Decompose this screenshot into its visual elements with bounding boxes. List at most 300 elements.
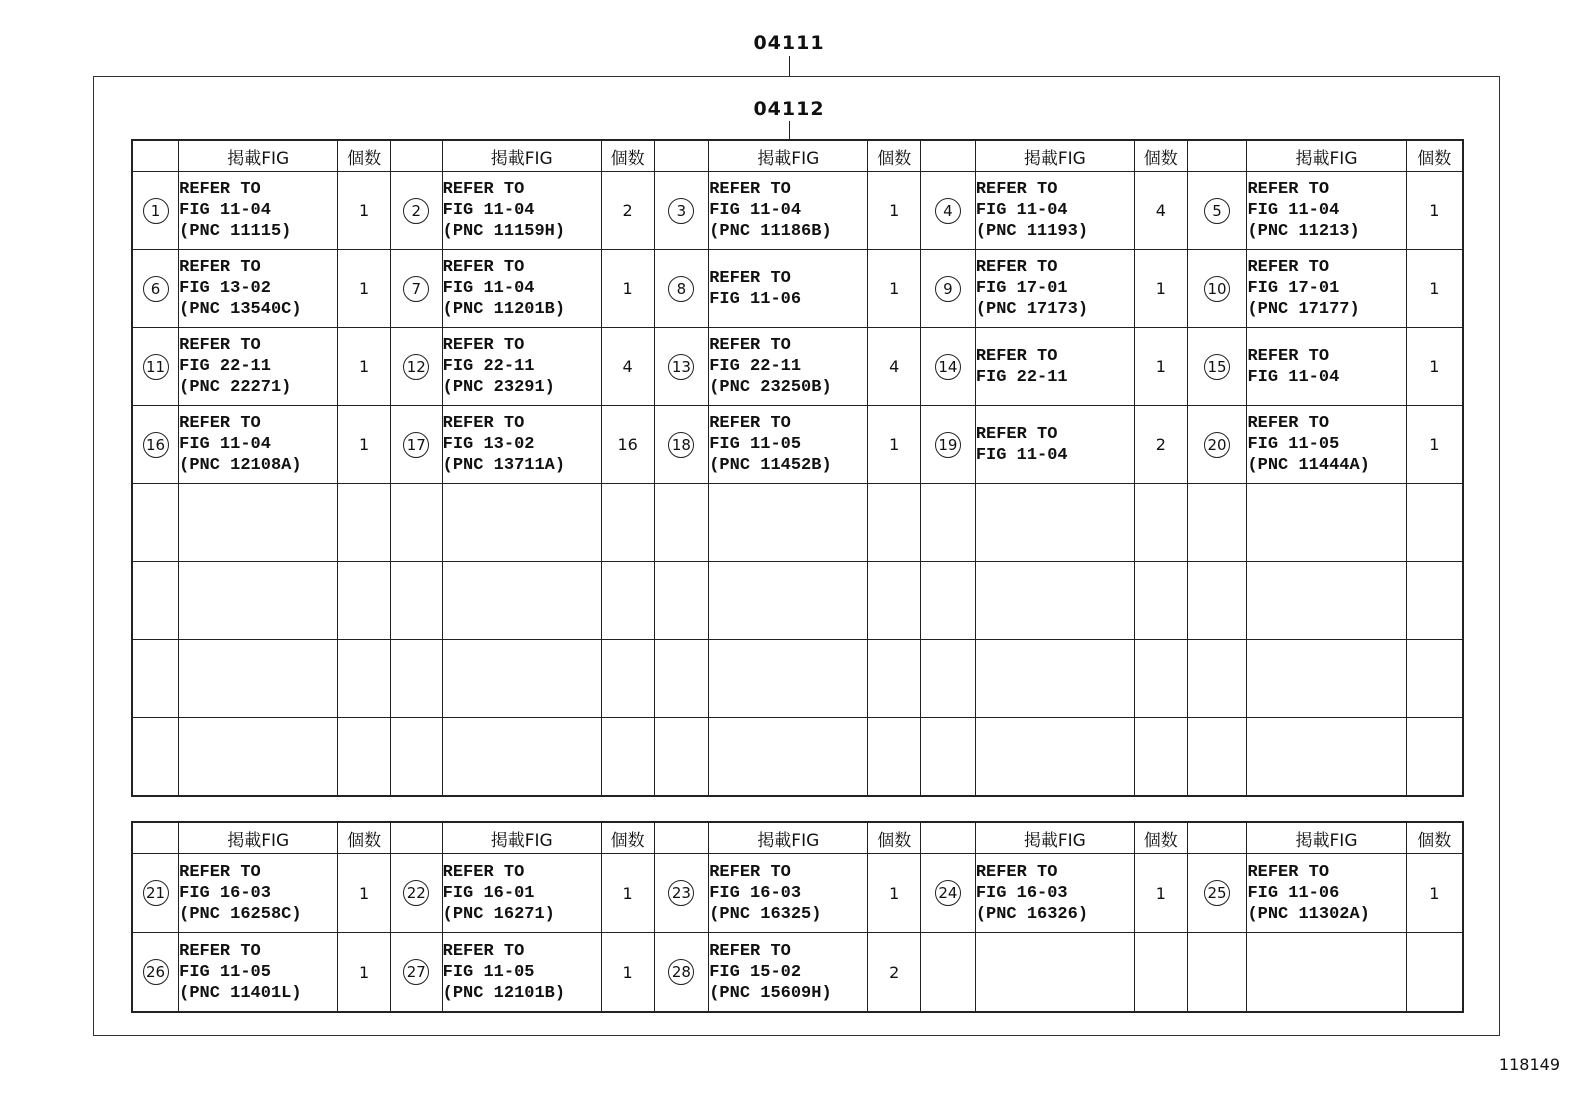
fig-reference-cell — [179, 172, 338, 250]
fig-reference-line: FIG 22-11 — [179, 357, 271, 376]
item-number-cell — [921, 854, 976, 933]
fig-reference-line: REFER TO — [179, 862, 261, 882]
empty-cell — [442, 484, 601, 562]
empty-cell — [975, 562, 1134, 640]
quantity-cell: 4 — [868, 328, 921, 406]
quantity-cell: 1 — [868, 250, 921, 328]
fig-reference-cell — [1247, 406, 1406, 484]
fig-reference-cell — [179, 854, 338, 933]
empty-cell — [1187, 718, 1247, 797]
empty-cell — [921, 640, 976, 718]
fig-reference-line: FIG 22-11 — [975, 367, 1068, 387]
fig-reference-cell — [975, 250, 1134, 328]
fig-reference-cell — [179, 328, 338, 406]
fig-reference-line: (PNC 23291) — [442, 378, 555, 397]
fig-reference-line: (PNC 23250B) — [709, 378, 832, 397]
empty-cell — [179, 484, 338, 562]
fig-reference-line: FIG 11-06 — [709, 289, 802, 309]
header-fig-col: 掲載FIG — [1247, 140, 1406, 172]
empty-cell — [179, 562, 338, 640]
fig-reference-line: REFER TO — [1247, 862, 1330, 882]
table-header-row — [132, 140, 1463, 172]
item-number-badge: 21 — [143, 880, 169, 906]
item-number-badge: 4 — [935, 198, 961, 224]
empty-cell — [601, 718, 654, 797]
item-number-cell — [654, 250, 709, 328]
fig-reference-line: FIG 17-01 — [975, 279, 1068, 298]
empty-cell — [442, 640, 601, 718]
fig-reference-cell — [179, 406, 338, 484]
quantity-cell: 1 — [338, 933, 391, 1013]
fig-reference-line: (PNC 16258C) — [179, 904, 302, 924]
quantity-cell: 2 — [601, 172, 654, 250]
fig-reference-line: (PNC 11444A) — [1247, 456, 1370, 475]
table-row — [132, 854, 1463, 933]
item-number-badge: 19 — [935, 432, 961, 458]
empty-table-row — [132, 484, 1463, 562]
fig-reference-line: FIG 11-04 — [975, 201, 1068, 220]
fig-reference-cell — [709, 172, 868, 250]
item-number-badge: 10 — [1204, 276, 1230, 302]
item-number-cell — [654, 854, 709, 933]
fig-reference-line: (PNC 17173) — [975, 300, 1089, 319]
fig-reference-line: (PNC 11115) — [179, 222, 292, 241]
item-number-badge: 1 — [143, 198, 169, 224]
empty-table-row — [132, 562, 1463, 640]
header-number-col — [654, 822, 709, 854]
empty-cell — [1247, 640, 1406, 718]
fig-reference-cell — [179, 933, 338, 1013]
quantity-cell: 1 — [1406, 250, 1463, 328]
fig-reference-cell — [1247, 933, 1406, 1013]
header-fig-col: 掲載FIG — [975, 140, 1134, 172]
table-row — [132, 328, 1463, 406]
fig-reference-line: REFER TO — [442, 862, 525, 882]
fig-reference-line: (PNC 22271) — [179, 378, 292, 397]
empty-cell — [601, 562, 654, 640]
quantity-cell: 1 — [338, 172, 391, 250]
header-number-col — [1187, 140, 1247, 172]
figure-number: 118149 — [1498, 1055, 1560, 1074]
fig-reference-line: FIG 22-11 — [709, 357, 802, 376]
item-number-cell — [132, 406, 179, 484]
fig-reference-cell — [1247, 328, 1406, 406]
fig-reference-line: FIG 17-01 — [1247, 279, 1340, 298]
empty-cell — [1247, 484, 1406, 562]
fig-reference-line: REFER TO — [709, 180, 791, 199]
fig-reference-line: REFER TO — [179, 941, 261, 961]
quantity-cell: 1 — [601, 854, 654, 933]
quantity-cell: 1 — [1406, 328, 1463, 406]
empty-cell — [654, 640, 709, 718]
empty-cell — [654, 718, 709, 797]
quantity-cell: 1 — [1134, 250, 1187, 328]
empty-cell — [921, 718, 976, 797]
fig-reference-line: REFER TO — [709, 336, 791, 355]
item-number-cell — [132, 328, 179, 406]
fig-reference-line: FIG 11-04 — [179, 435, 271, 454]
fig-reference-cell — [709, 854, 868, 933]
fig-reference-cell — [975, 854, 1134, 933]
item-number-cell — [390, 854, 442, 933]
item-number-badge: 15 — [1204, 354, 1230, 380]
fig-reference-line: FIG 16-01 — [442, 883, 535, 903]
fig-reference-line: FIG 13-02 — [179, 279, 271, 298]
empty-cell — [132, 640, 179, 718]
empty-cell — [132, 484, 179, 562]
item-number-cell — [654, 328, 709, 406]
quantity-cell: 1 — [601, 250, 654, 328]
fig-reference-cell — [442, 406, 601, 484]
item-number-cell — [132, 250, 179, 328]
fig-reference-line: FIG 22-11 — [442, 357, 535, 376]
item-number-badge: 28 — [668, 959, 694, 985]
quantity-cell: 1 — [868, 406, 921, 484]
fig-reference-line: REFER TO — [442, 414, 525, 433]
empty-cell — [1406, 718, 1463, 797]
quantity-cell — [1406, 933, 1463, 1013]
header-fig-col: 掲載FIG — [709, 140, 868, 172]
empty-cell — [601, 640, 654, 718]
fig-reference-line: (PNC 13540C) — [179, 300, 302, 319]
fig-reference-line: REFER TO — [1247, 414, 1330, 433]
item-number-badge: 8 — [668, 276, 694, 302]
item-number-cell — [1187, 933, 1247, 1013]
empty-cell — [654, 484, 709, 562]
item-number-badge: 23 — [668, 880, 694, 906]
fig-reference-cell — [1247, 250, 1406, 328]
header-qty-col: 個数 — [1406, 822, 1463, 854]
empty-cell — [1134, 718, 1187, 797]
fig-reference-cell — [442, 250, 601, 328]
fig-reference-line: REFER TO — [975, 862, 1058, 882]
header-qty-col: 個数 — [868, 140, 921, 172]
item-number-cell — [390, 328, 442, 406]
item-number-cell — [132, 933, 179, 1013]
quantity-cell: 1 — [338, 250, 391, 328]
item-number-badge: 22 — [403, 880, 429, 906]
empty-cell — [709, 718, 868, 797]
item-number-cell — [1187, 854, 1247, 933]
empty-cell — [442, 718, 601, 797]
empty-cell — [709, 484, 868, 562]
fig-reference-line: FIG 16-03 — [975, 883, 1068, 903]
header-qty-col: 個数 — [1134, 822, 1187, 854]
fig-reference-cell — [442, 933, 601, 1013]
empty-cell — [390, 562, 442, 640]
fig-reference-line: FIG 16-03 — [709, 883, 802, 903]
item-number-badge: 13 — [668, 354, 694, 380]
item-number-cell — [390, 933, 442, 1013]
empty-cell — [921, 484, 976, 562]
fig-reference-cell — [709, 250, 868, 328]
item-number-badge: 16 — [143, 432, 169, 458]
empty-cell — [338, 562, 391, 640]
fig-reference-line: (PNC 11401L) — [179, 983, 302, 1003]
quantity-cell: 1 — [1406, 854, 1463, 933]
empty-table-row — [132, 640, 1463, 718]
fig-reference-line: FIG 11-05 — [179, 962, 271, 982]
fig-reference-cell — [442, 854, 601, 933]
fig-reference-line: REFER TO — [975, 258, 1058, 277]
fig-reference-line: REFER TO — [709, 941, 791, 961]
fig-reference-line: (PNC 15609H) — [709, 983, 832, 1003]
empty-cell — [1134, 484, 1187, 562]
fig-reference-line: (PNC 11159H) — [442, 222, 566, 241]
header-number-col — [390, 822, 442, 854]
item-number-badge: 26 — [143, 959, 169, 985]
empty-cell — [1247, 562, 1406, 640]
empty-cell — [709, 640, 868, 718]
fig-reference-line: FIG 11-04 — [442, 201, 535, 220]
fig-reference-cell — [709, 933, 868, 1013]
empty-cell — [975, 640, 1134, 718]
item-number-cell — [921, 172, 976, 250]
subassembly-leader-line — [789, 121, 790, 139]
header-qty-col: 個数 — [601, 140, 654, 172]
fig-reference-line: REFER TO — [179, 180, 261, 199]
item-number-cell — [1187, 250, 1247, 328]
item-number-badge: 6 — [143, 276, 169, 302]
item-number-badge: 27 — [403, 959, 429, 985]
fig-reference-line: (PNC 11302A) — [1247, 904, 1370, 924]
item-number-badge: 12 — [403, 354, 429, 380]
fig-reference-cell — [1247, 172, 1406, 250]
header-number-col — [390, 140, 442, 172]
quantity-cell: 1 — [1406, 406, 1463, 484]
fig-reference-line: REFER TO — [179, 258, 261, 277]
empty-cell — [975, 718, 1134, 797]
item-number-badge: 2 — [403, 198, 429, 224]
fig-reference-line: FIG 11-05 — [442, 962, 535, 982]
item-number-badge: 17 — [403, 432, 429, 458]
header-number-col — [921, 822, 976, 854]
fig-reference-cell — [179, 250, 338, 328]
empty-cell — [1406, 484, 1463, 562]
empty-cell — [1406, 640, 1463, 718]
fig-reference-line: REFER TO — [975, 346, 1058, 366]
item-number-cell — [921, 328, 976, 406]
fig-reference-line: (PNC 12108A) — [179, 456, 302, 475]
header-fig-col: 掲載FIG — [1247, 822, 1406, 854]
item-number-badge: 11 — [143, 354, 169, 380]
item-number-cell — [1187, 406, 1247, 484]
fig-reference-cell — [709, 328, 868, 406]
item-number-cell — [1187, 172, 1247, 250]
empty-cell — [654, 562, 709, 640]
empty-cell — [1134, 562, 1187, 640]
fig-reference-cell — [975, 328, 1134, 406]
header-fig-col: 掲載FIG — [442, 822, 601, 854]
empty-cell — [338, 640, 391, 718]
quantity-cell — [1134, 933, 1187, 1013]
header-fig-col: 掲載FIG — [709, 822, 868, 854]
item-number-badge: 14 — [935, 354, 961, 380]
quantity-cell: 2 — [868, 933, 921, 1013]
empty-cell — [1247, 718, 1406, 797]
reference-table-main — [131, 139, 1464, 797]
empty-cell — [1187, 562, 1247, 640]
empty-cell — [601, 484, 654, 562]
fig-reference-line: (PNC 12101B) — [442, 983, 566, 1003]
quantity-cell: 4 — [601, 328, 654, 406]
item-number-cell — [921, 406, 976, 484]
table-row — [132, 250, 1463, 328]
header-number-col — [132, 822, 179, 854]
empty-cell — [709, 562, 868, 640]
fig-reference-cell — [442, 328, 601, 406]
empty-cell — [390, 718, 442, 797]
fig-reference-line: (PNC 13711A) — [442, 456, 566, 475]
fig-reference-line: FIG 15-02 — [709, 962, 802, 982]
quantity-cell: 1 — [868, 854, 921, 933]
fig-reference-line: REFER TO — [442, 941, 525, 961]
fig-reference-line: REFER TO — [179, 336, 261, 355]
item-number-badge: 5 — [1204, 198, 1230, 224]
fig-reference-line: FIG 11-05 — [709, 435, 802, 454]
fig-reference-line: REFER TO — [442, 336, 525, 355]
empty-cell — [1187, 484, 1247, 562]
assembly-code-label: 04111 — [753, 32, 825, 54]
fig-reference-line: REFER TO — [442, 180, 525, 199]
fig-reference-line: REFER TO — [975, 424, 1058, 444]
item-number-badge: 18 — [668, 432, 694, 458]
subassembly-code-label: 04112 — [753, 98, 825, 120]
assembly-leader-line — [789, 56, 790, 76]
item-number-cell — [1187, 328, 1247, 406]
item-number-badge: 24 — [935, 880, 961, 906]
fig-reference-cell — [442, 172, 601, 250]
reference-table-secondary — [131, 821, 1464, 1013]
fig-reference-cell — [975, 406, 1134, 484]
fig-reference-line: REFER TO — [709, 268, 791, 288]
header-qty-col: 個数 — [1134, 140, 1187, 172]
empty-cell — [442, 562, 601, 640]
quantity-cell: 1 — [1134, 854, 1187, 933]
item-number-cell — [390, 250, 442, 328]
item-number-cell — [921, 933, 976, 1013]
header-number-col — [132, 140, 179, 172]
fig-reference-line: REFER TO — [709, 414, 791, 433]
fig-reference-cell — [975, 933, 1134, 1013]
fig-reference-cell — [709, 406, 868, 484]
fig-reference-line: FIG 11-04 — [1247, 367, 1340, 387]
empty-cell — [338, 484, 391, 562]
quantity-cell: 1 — [1134, 328, 1187, 406]
fig-reference-line: REFER TO — [179, 414, 261, 433]
quantity-cell: 2 — [1134, 406, 1187, 484]
item-number-cell — [921, 250, 976, 328]
fig-reference-cell — [1247, 854, 1406, 933]
fig-reference-line: (PNC 17177) — [1247, 300, 1360, 319]
item-number-cell — [390, 406, 442, 484]
empty-cell — [390, 484, 442, 562]
fig-reference-line: (PNC 16326) — [975, 904, 1089, 924]
quantity-cell: 4 — [1134, 172, 1187, 250]
header-number-col — [654, 140, 709, 172]
fig-reference-line: FIG 11-04 — [975, 445, 1068, 465]
header-qty-col: 個数 — [338, 140, 391, 172]
empty-cell — [975, 484, 1134, 562]
item-number-cell — [654, 933, 709, 1013]
fig-reference-line: (PNC 11452B) — [709, 456, 832, 475]
quantity-cell: 1 — [868, 172, 921, 250]
fig-reference-line: (PNC 11213) — [1247, 222, 1360, 241]
fig-reference-line: FIG 11-04 — [442, 279, 535, 298]
empty-cell — [921, 562, 976, 640]
empty-cell — [1134, 640, 1187, 718]
item-number-badge: 9 — [935, 276, 961, 302]
fig-reference-line: FIG 11-06 — [1247, 883, 1340, 903]
fig-reference-line: (PNC 11193) — [975, 222, 1089, 241]
fig-reference-line: REFER TO — [442, 258, 525, 277]
fig-reference-line: REFER TO — [1247, 346, 1330, 366]
table-row — [132, 933, 1463, 1013]
empty-cell — [868, 718, 921, 797]
fig-reference-line: (PNC 11186B) — [709, 222, 832, 241]
empty-cell — [179, 718, 338, 797]
empty-cell — [132, 562, 179, 640]
item-number-badge: 3 — [668, 198, 694, 224]
empty-cell — [868, 640, 921, 718]
item-number-badge: 25 — [1204, 880, 1230, 906]
quantity-cell: 16 — [601, 406, 654, 484]
quantity-cell: 1 — [338, 328, 391, 406]
header-fig-col: 掲載FIG — [179, 822, 338, 854]
item-number-cell — [132, 172, 179, 250]
header-qty-col: 個数 — [1406, 140, 1463, 172]
header-fig-col: 掲載FIG — [975, 822, 1134, 854]
quantity-cell: 1 — [338, 406, 391, 484]
empty-cell — [338, 718, 391, 797]
fig-reference-line: (PNC 11201B) — [442, 300, 566, 319]
quantity-cell: 1 — [1406, 172, 1463, 250]
table-row — [132, 172, 1463, 250]
fig-reference-line: REFER TO — [975, 180, 1058, 199]
fig-reference-line: REFER TO — [1247, 180, 1330, 199]
fig-reference-line: FIG 11-04 — [179, 201, 271, 220]
empty-cell — [390, 640, 442, 718]
header-fig-col: 掲載FIG — [179, 140, 338, 172]
header-fig-col: 掲載FIG — [442, 140, 601, 172]
header-number-col — [1187, 822, 1247, 854]
table-header-row — [132, 822, 1463, 854]
fig-reference-line: FIG 11-04 — [1247, 201, 1340, 220]
fig-reference-line: REFER TO — [1247, 258, 1330, 277]
fig-reference-line: FIG 13-02 — [442, 435, 535, 454]
item-number-cell — [654, 172, 709, 250]
fig-reference-line: REFER TO — [709, 862, 791, 882]
item-number-badge: 20 — [1204, 432, 1230, 458]
empty-cell — [1187, 640, 1247, 718]
empty-cell — [1406, 562, 1463, 640]
header-qty-col: 個数 — [338, 822, 391, 854]
empty-table-row — [132, 718, 1463, 797]
empty-cell — [179, 640, 338, 718]
table-row — [132, 406, 1463, 484]
header-qty-col: 個数 — [868, 822, 921, 854]
fig-reference-line: FIG 16-03 — [179, 883, 271, 903]
fig-reference-cell — [975, 172, 1134, 250]
fig-reference-line: FIG 11-04 — [709, 201, 802, 220]
item-number-badge: 7 — [403, 276, 429, 302]
item-number-cell — [132, 854, 179, 933]
empty-cell — [132, 718, 179, 797]
quantity-cell: 1 — [338, 854, 391, 933]
item-number-cell — [390, 172, 442, 250]
header-qty-col: 個数 — [601, 822, 654, 854]
empty-cell — [868, 562, 921, 640]
